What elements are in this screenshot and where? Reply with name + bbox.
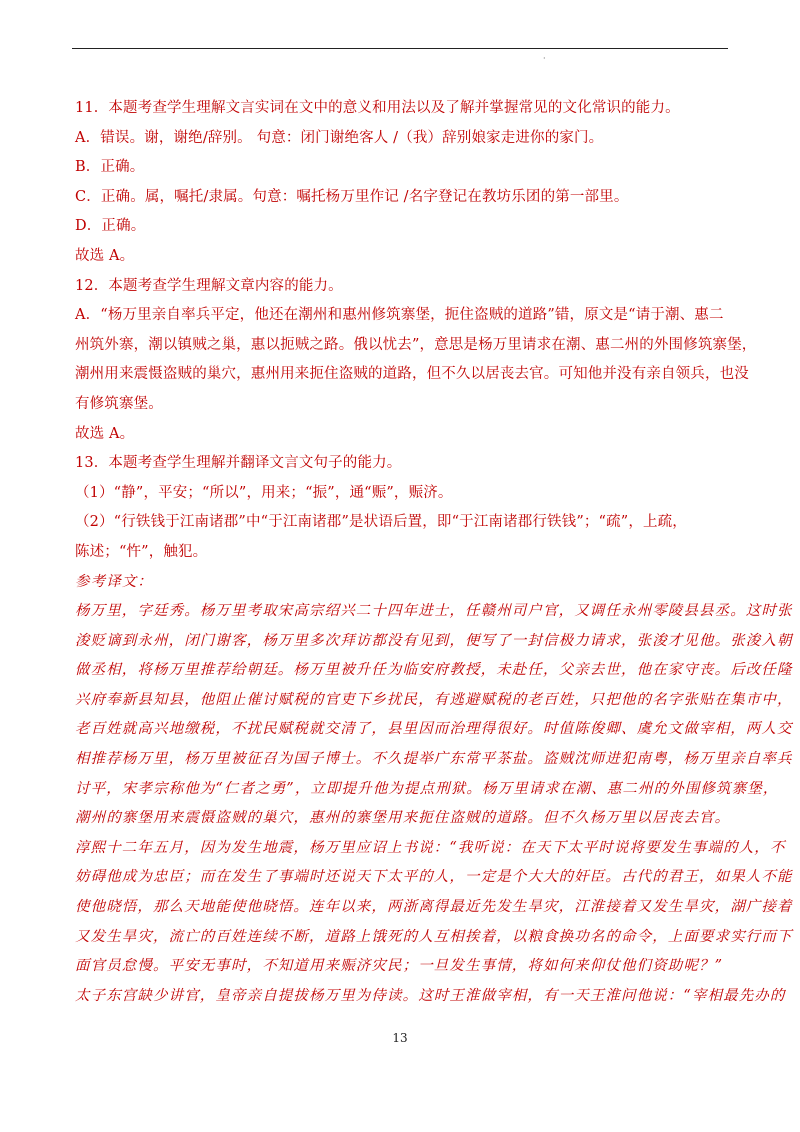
- text-line: B．正确。: [75, 159, 145, 176]
- answer-content: [75, 94, 793, 1011]
- text-line: 有修筑寨堡。: [75, 395, 163, 412]
- translation-line: 面官员怠慢。平安无事时，不知道用来赈济灾民；一旦发生事情，将如何来仰仗他们资助呢？”: [75, 958, 724, 975]
- translation-heading: 参考译文：: [75, 573, 153, 590]
- header-rule: [72, 48, 728, 49]
- text-line: C．正确。属，嘱托/隶属。句意：嘱托杨万里作记 /名字登记在教坊乐团的第一部里。: [75, 188, 629, 205]
- translation-line: 做丞相，将杨万里推荐给朝廷。杨万里被升任为临安府教授，未赴任，父亲去世，他在家守丧。后改任隆: [75, 662, 793, 679]
- text-line: （2）“行铁钱于江南诸郡”中“于江南诸郡”是状语后置，即“于江南诸郡行铁钱”；“疏”，上疏，: [75, 514, 687, 531]
- text-line: 潮州用来震慑盗贼的巢穴，惠州用来扼住盗贼的道路，但不久以居丧去官。可知他并没有亲自领兵，也没: [75, 366, 749, 383]
- text-line: 13．本题考查学生理解并翻译文言文句子的能力。: [75, 455, 402, 472]
- translation-line: 讨平，宋孝宗称他为“仁者之勇”，立即提升他为提点刑狱。杨万里请求在潮、惠二州的外围修筑寨堡，: [75, 780, 779, 797]
- translation-line: 兴府奉新县知县，他阻止催讨赋税的官吏下乡扰民，有逃避赋税的老百姓，只把他的名字张贴在集市中，: [75, 691, 793, 708]
- text-line: 陈述；“忤”，触犯。: [75, 543, 208, 560]
- translation-line: 杨万里，字廷秀。杨万里考取宋高宗绍兴二十四年进士，任赣州司户官，又调任永州零陵县县丞。这时张: [75, 603, 793, 620]
- text-line: 故选 A。: [75, 425, 135, 442]
- text-line: A．“杨万里亲自率兵平定，他还在潮州和惠州修筑寨堡，扼住盗贼的道路”错，原文是“请于潮、惠二: [75, 307, 724, 324]
- translation-line: 又发生旱灾，流亡的百姓连续不断，道路上饿死的人互相挨着，以粮食换功名的命令，上面要求实行而下: [75, 928, 793, 945]
- translation-line: 浚贬谪到永州，闭门谢客，杨万里多次拜访都没有见到，便写了一封信极力请求，张浚才见他。张浚入朝: [75, 632, 793, 649]
- text-line: 故选 A。: [75, 247, 135, 264]
- translation-line: 淳熙十二年五月，因为发生地震，杨万里应诏上书说：“我听说：在天下太平时说将要发生事端的人，不: [75, 839, 786, 856]
- page-number: 13: [392, 1031, 408, 1045]
- text-line: D．正确。: [75, 218, 146, 235]
- header-dot: ·: [543, 54, 546, 63]
- translation-line: 太子东宫缺少讲官，皇帝亲自提拔杨万里为侍读。这时王淮做宰相，有一天王淮问他说：“宰相最先办的: [75, 987, 786, 1004]
- translation-line: 老百姓就高兴地缴税，不扰民赋税就交清了，县里因而治理得很好。时值陈俊卿、虞允文做宰相，两人交: [75, 721, 793, 738]
- text-line: （1）“静”，平安；“所以”，用来；“振”，通“赈”，赈济。: [75, 484, 453, 501]
- text-line: 州筑外寨，潮以镇贼之巢，惠以扼贼之路。俄以忧去”，意思是杨万里请求在潮、惠二州的外围修筑寨堡，: [75, 336, 757, 353]
- text-line: 12．本题考查学生理解文章内容的能力。: [75, 277, 343, 294]
- translation-line: 使他晓悟，那么天地能使他晓悟。连年以来，两浙离得最近先发生旱灾，江淮接着又发生旱灾，湖广接着: [75, 899, 793, 916]
- text-line: 11．本题考查学生理解文言实词在文中的意义和用法以及了解并掌握常见的文化常识的能力。: [75, 100, 680, 116]
- translation-line: 相推荐杨万里，杨万里被征召为国子博士。不久提举广东常平茶盐。盗贼沈师进犯南粤，杨万里亲自率兵: [75, 751, 793, 768]
- translation-line: 潮州的寨堡用来震慑盗贼的巢穴，惠州的寨堡用来扼住盗贼的道路。但不久杨万里以居丧去官。: [75, 810, 731, 827]
- text-line: A．错误。谢，谢绝/辞别。 句意：闭门谢绝客人 /（我）辞别娘家走进你的家门。: [75, 129, 604, 146]
- translation-line: 妨碍他成为忠臣；而在发生了事端时还说天下太平的人，一定是个大大的奸臣。古代的君王，如果人不能: [75, 869, 793, 886]
